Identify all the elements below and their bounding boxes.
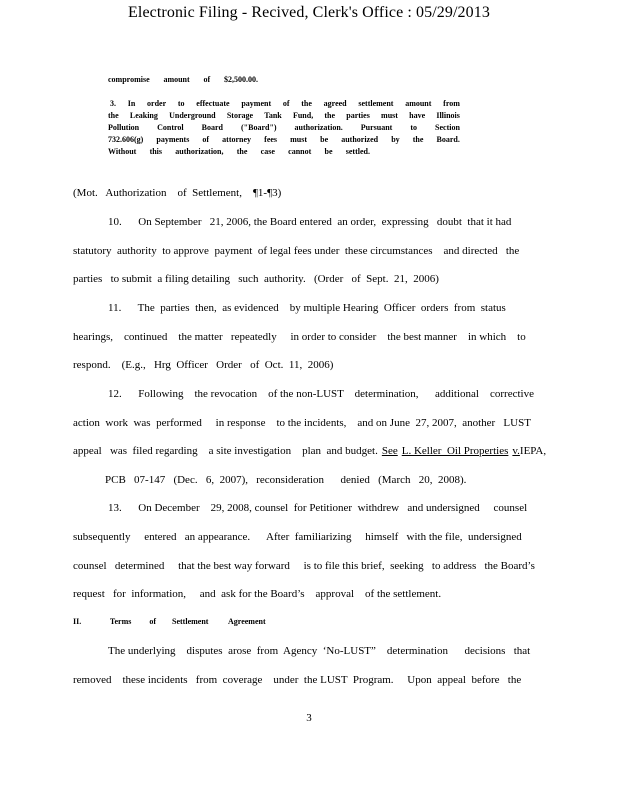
- quote-word: Board.: [436, 135, 460, 144]
- quote-word: Section: [435, 123, 460, 132]
- quote-word: fees: [264, 135, 278, 144]
- quote-word: Board: [201, 123, 223, 132]
- quote-word: Fund,: [292, 111, 314, 120]
- paragraph-10-line-2: statutory authority to approve payment of legal fees under these circumstances and directed the: [73, 245, 520, 257]
- quote-word: order: [147, 99, 167, 108]
- quote-word: parties: [346, 111, 370, 120]
- quote-word: Illinois: [436, 111, 460, 120]
- quote-word: of: [203, 75, 211, 84]
- quote-word: case: [260, 147, 275, 156]
- paragraph-13-line-1: 13. On December 29, 2008, counsel for Petitioner withdrew and undersigned counsel: [108, 502, 528, 514]
- quote-word: to: [410, 123, 418, 132]
- paragraph-10-line-3: parties to submit a filing detailing such authority. (Order of Sept. 21, 2006): [73, 273, 439, 285]
- paragraph-13-line-3: counsel determined that the best way forward is to file this brief, seeking to address the Board’s: [73, 560, 535, 572]
- quote-word: the: [108, 111, 119, 120]
- quote-word: Tank: [264, 111, 282, 120]
- quote-word: must: [290, 135, 308, 144]
- paragraph-13-line-4: request for information, and ask for the Board’s approval of the settlement.: [73, 588, 442, 600]
- paragraph-12-line-1: 12. Following the revocation of the non-LUST determination, additional corrective: [108, 388, 534, 400]
- quote-word: Without: [108, 147, 137, 156]
- quote-word: of: [202, 135, 210, 144]
- final-paragraph-line-2: removed these incidents from coverage under the LUST Program. Upon appeal before the: [73, 674, 522, 686]
- paragraph-12-line-3: [73, 445, 546, 457]
- quote-word: 732.606(g): [108, 135, 144, 144]
- quote-word: the: [236, 147, 248, 156]
- quote-word: must: [381, 111, 398, 120]
- final-paragraph-line-1: The underlying disputes arose from Agency ‘No-LUST” determination decisions that: [108, 645, 531, 657]
- citation: (Mot. Authorization of Settlement, ¶1-¶3): [73, 187, 282, 199]
- section-title-word: Terms: [109, 617, 132, 626]
- quote-word: $2,500.00.: [223, 75, 258, 84]
- quote-word: payment: [241, 99, 272, 108]
- quote-word: Pursuant: [360, 123, 393, 132]
- paragraph-11-line-3: respond. (E.g., Hrg Officer Order of Oct. 11, 2006): [73, 359, 334, 371]
- quote-word: the: [412, 135, 424, 144]
- quote-word: of: [282, 99, 290, 108]
- quote-word: payments: [156, 135, 190, 144]
- quote-word: effectuate: [196, 99, 230, 108]
- section-title-word: of: [149, 617, 157, 626]
- quote-word: attorney: [222, 135, 252, 144]
- paragraph-13-line-2: subsequently entered an appearance. After familiarizing himself with the file, undersigned: [73, 531, 522, 543]
- quote-word: amount: [163, 75, 190, 84]
- page-number: 3: [306, 712, 312, 724]
- quote-line: [108, 146, 370, 158]
- quote-word: cannot: [288, 147, 312, 156]
- section-heading: [73, 617, 266, 626]
- quote-word: by: [391, 135, 400, 144]
- quote-word: this: [149, 147, 163, 156]
- case-name: L. Keller Oil Properties: [401, 445, 509, 457]
- paragraph-12-text: appeal was filed regarding a site investigation plan and budget.: [73, 445, 378, 457]
- quote-word: Storage: [226, 111, 254, 120]
- quote-word: Underground: [169, 111, 216, 120]
- versus: v.: [512, 445, 520, 457]
- quote-word: be: [320, 135, 329, 144]
- block-quote: [108, 74, 460, 158]
- paragraph-11-line-2: hearings, continued the matter repeatedly in order to consider the best manner in which to: [73, 331, 526, 343]
- quote-word: settlement: [358, 99, 394, 108]
- quote-word: Control: [157, 123, 184, 132]
- quote-word: In: [127, 99, 136, 108]
- quote-word: Leaking: [129, 111, 158, 120]
- paragraph-11-line-1: 11. The parties then, as evidenced by multiple Hearing Officer orders from status: [108, 302, 506, 314]
- quote-line: [108, 74, 258, 86]
- quote-word: authorization.: [294, 123, 343, 132]
- section-number: II.: [73, 617, 82, 626]
- quote-word: Pollution: [108, 123, 140, 132]
- quote-line: [108, 134, 460, 146]
- quote-word: authorization,: [175, 147, 224, 156]
- section-title-word: Agreement: [228, 617, 266, 626]
- quote-word: ("Board"): [241, 123, 277, 132]
- quote-word: agreed: [323, 99, 347, 108]
- see-signal: See: [381, 445, 398, 457]
- quote-word: the: [324, 111, 336, 120]
- filing-stamp-header: Electronic Filing - Recived, Clerk's Office : 05/29/2013: [128, 4, 490, 21]
- quote-line: [108, 98, 460, 110]
- quote-word: amount: [405, 99, 432, 108]
- quote-word: compromise: [108, 75, 150, 84]
- quote-word: to: [177, 99, 185, 108]
- quote-word: 3.: [110, 99, 116, 108]
- quote-word: authorized: [341, 135, 379, 144]
- paragraph-10-line-1: 10. On September 21, 2006, the Board entered an order, expressing doubt that it had: [108, 216, 512, 228]
- quote-line: [108, 110, 460, 122]
- paragraph-12-line-4: PCB 07-147 (Dec. 6, 2007), reconsideration denied (March 20, 2008).: [105, 474, 467, 486]
- quote-line: [108, 122, 460, 134]
- quote-word: from: [443, 99, 460, 108]
- quote-word: settled.: [345, 147, 370, 156]
- quote-word: be: [324, 147, 333, 156]
- case-party: IEPA,: [519, 445, 547, 457]
- quote-word: the: [301, 99, 312, 108]
- paragraph-12-line-2: action work was performed in response to the incidents, and on June 27, 2007, another LUST: [73, 417, 531, 429]
- section-title-word: Settlement: [172, 617, 209, 626]
- quote-word: have: [409, 111, 426, 120]
